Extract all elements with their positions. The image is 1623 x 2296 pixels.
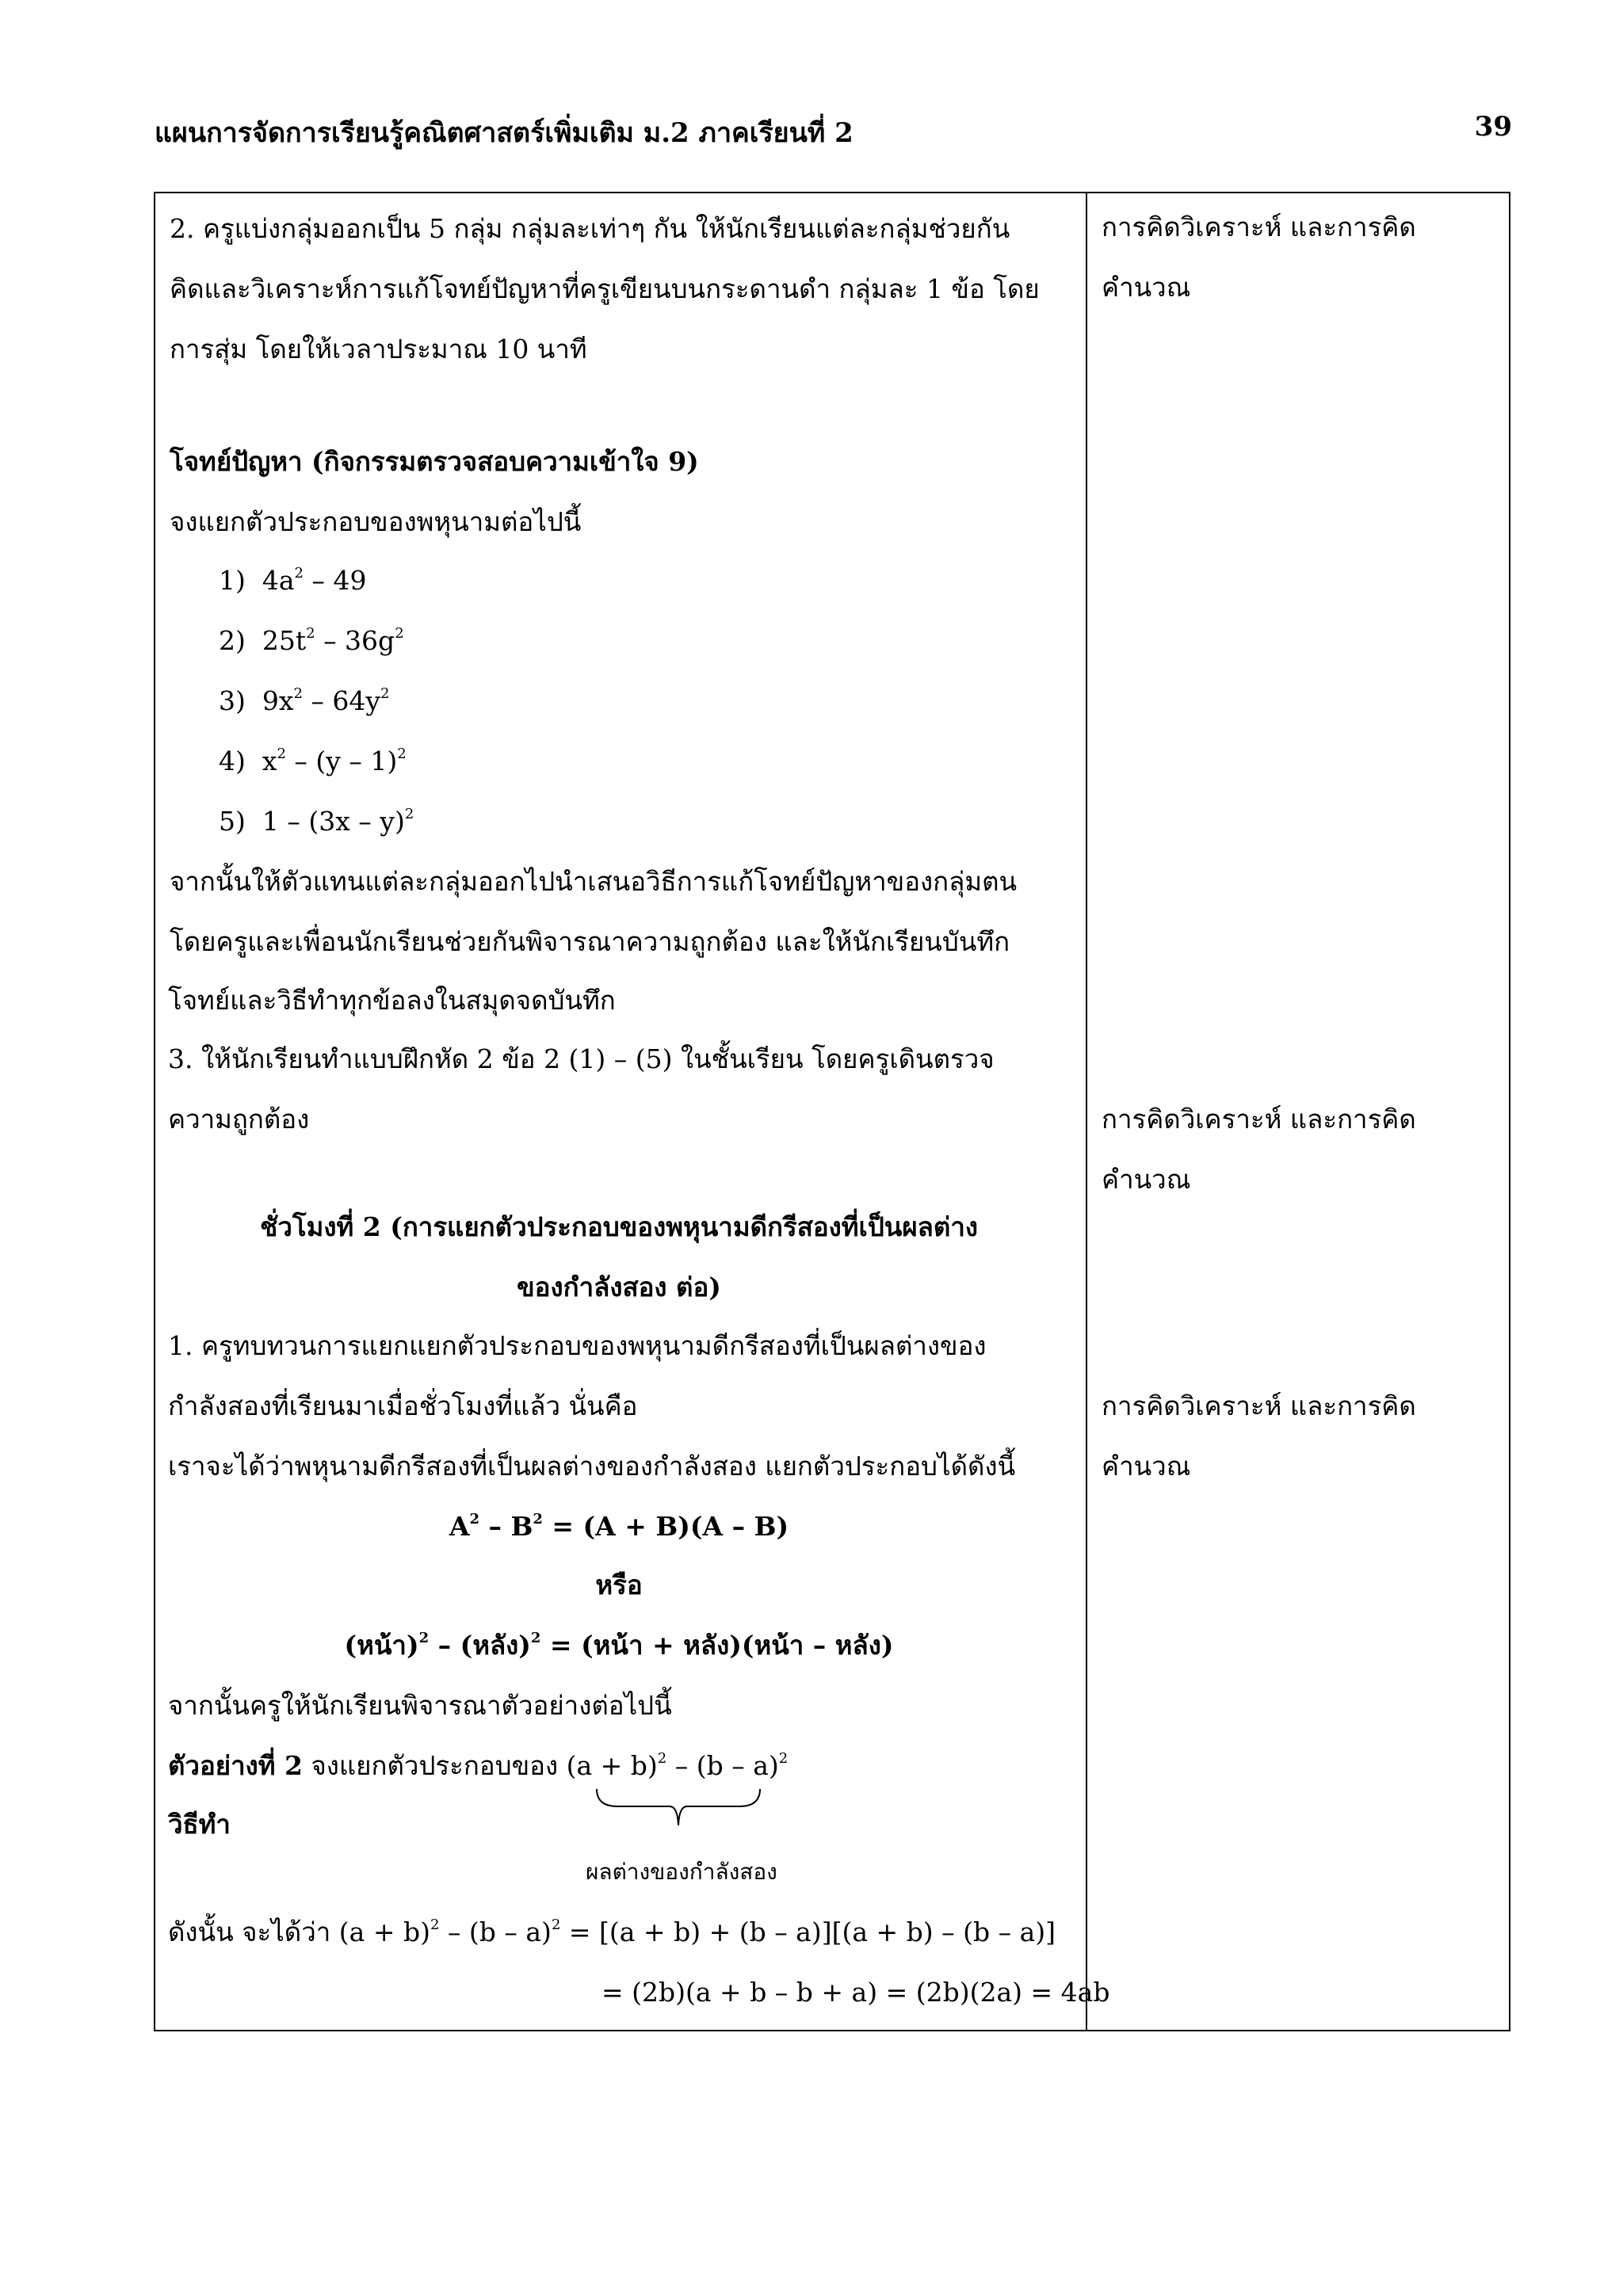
skill-note-3-line2: คำนวณ	[1102, 1451, 1191, 1482]
difference-brace	[594, 1786, 764, 1833]
step2-line1: 2. ครูแบ่งกลุ่มออกเป็น 5 กลุ่ม กลุ่มละเท่าๆ กัน ให้นักเรียนแต่ละกลุ่มช่วยกัน	[170, 213, 1010, 244]
conclusion-line2: = (2b)(a + b – b + a) = (2b)(2a) = 4ab	[601, 1977, 1110, 2008]
page-number: 39	[1474, 111, 1512, 143]
skill-note-3-line1: การคิดวิเคราะห์ และการคิด	[1102, 1390, 1416, 1421]
problem-item-2: 2) $25t^2 - 36g^2$	[219, 625, 404, 656]
followup-line1: จากนั้นให้ตัวแทนแต่ละกลุ่มออกไปนำเสนอวิธีการแก้โจทย์ปัญหาของกลุ่มตน	[170, 866, 1018, 897]
consider-example: จากนั้นครูให้นักเรียนพิจารณาตัวอย่างต่อไปนี้	[168, 1690, 672, 1721]
brace-label: ผลต่างของกำลังสอง	[586, 1859, 777, 1885]
problem-instruction: จงแยกตัวประกอบของพหุนามต่อไปนี้	[170, 506, 582, 537]
skill-note-2-line2: คำนวณ	[1102, 1164, 1191, 1195]
formula-identity: $A^2 - B^2 = (A + B)(A - B)$	[449, 1511, 789, 1542]
skill-note-1-line2: คำนวณ	[1102, 272, 1191, 303]
skill-note-2-line1: การคิดวิเคราะห์ และการคิด	[1102, 1104, 1416, 1135]
followup-line3: โจทย์และวิธีทำทุกข้อลงในสมุดจดบันทึก	[168, 985, 616, 1016]
step2-line2: คิดและวิเคราะห์การแก้โจทย์ปัญหาที่ครูเขียนบนกระดานดำ กลุ่มละ 1 ข้อ โดย	[170, 273, 1040, 304]
hour2-step1-line1: 1. ครูทบทวนการแยกแยกตัวประกอบของพหุนามดีกรีสองที่เป็นผลต่างของ	[168, 1330, 987, 1361]
formula-or: หรือ	[595, 1569, 643, 1600]
table-lower-section	[154, 192, 1510, 2031]
skill-note-1-line1: การคิดวิเคราะห์ และการคิด	[1102, 212, 1416, 242]
hour2-heading-line2: ของกำลังสอง ต่อ)	[517, 1272, 721, 1302]
step2-line3: การสุ่ม โดยให้เวลาประมาณ 10 นาที	[170, 334, 587, 364]
hour2-step1-line2: กำลังสองที่เรียนมาเมื่อชั่วโมงที่แล้ว นั่นคือ	[168, 1390, 638, 1421]
problem-title: โจทย์ปัญหา (กิจกรรมตรวจสอบความเข้าใจ 9)	[170, 446, 699, 477]
hour2-heading-line1: ชั่วโมงที่ 2 (การแยกตัวประกอบของพหุนามดีกรีสองที่เป็นผลต่าง	[260, 1211, 978, 1242]
problem-item-1: 1) $4a^2 - 49$	[219, 565, 367, 596]
page-header-title: แผนการจัดการเรียนรู้คณิตศาสตร์เพิ่มเติม ม.2 ภาคเรียนที่ 2	[155, 117, 854, 149]
problem-item-3: 3) $9x^2 - 64y^2$	[219, 685, 390, 716]
problem-item-5: 5) 1 – (3x – y)$^2$	[219, 806, 414, 837]
example-2: ตัวอย่างที่ 2 จงแยกตัวประกอบของ $(a + b)^2 - (b - a)^2$	[168, 1750, 789, 1781]
step3-line2: ความถูกต้อง	[168, 1104, 310, 1135]
formula-words: (หน้า)$^2$ – (หลัง)$^2$ = (หน้า + หลัง)(หน้า – หลัง)	[344, 1630, 894, 1661]
conclusion-line1: ดังนั้น จะได้ว่า $(a + b)^2 - (b - a)^2 = [(a + b) + (b - a)][(a + b) - (b - a)]$	[168, 1917, 1056, 1947]
method-label: วิธีทำ	[168, 1809, 231, 1840]
problem-item-4: 4) $x^2 - (y - 1)^2$	[219, 746, 407, 776]
step3-line1: 3. ให้นักเรียนทำแบบฝึกหัด 2 ข้อ 2 (1) – (5) ในชั้นเรียน โดยครูเดินตรวจ	[168, 1043, 995, 1074]
followup-line2: โดยครูและเพื่อนนักเรียนช่วยกันพิจารณาความถูกต้อง และให้นักเรียนบันทึก	[170, 926, 1010, 957]
hour2-step1-line3: เราจะได้ว่าพหุนามดีกรีสองที่เป็นผลต่างของกำลังสอง แยกตัวประกอบได้ดังนี้	[168, 1451, 1016, 1482]
